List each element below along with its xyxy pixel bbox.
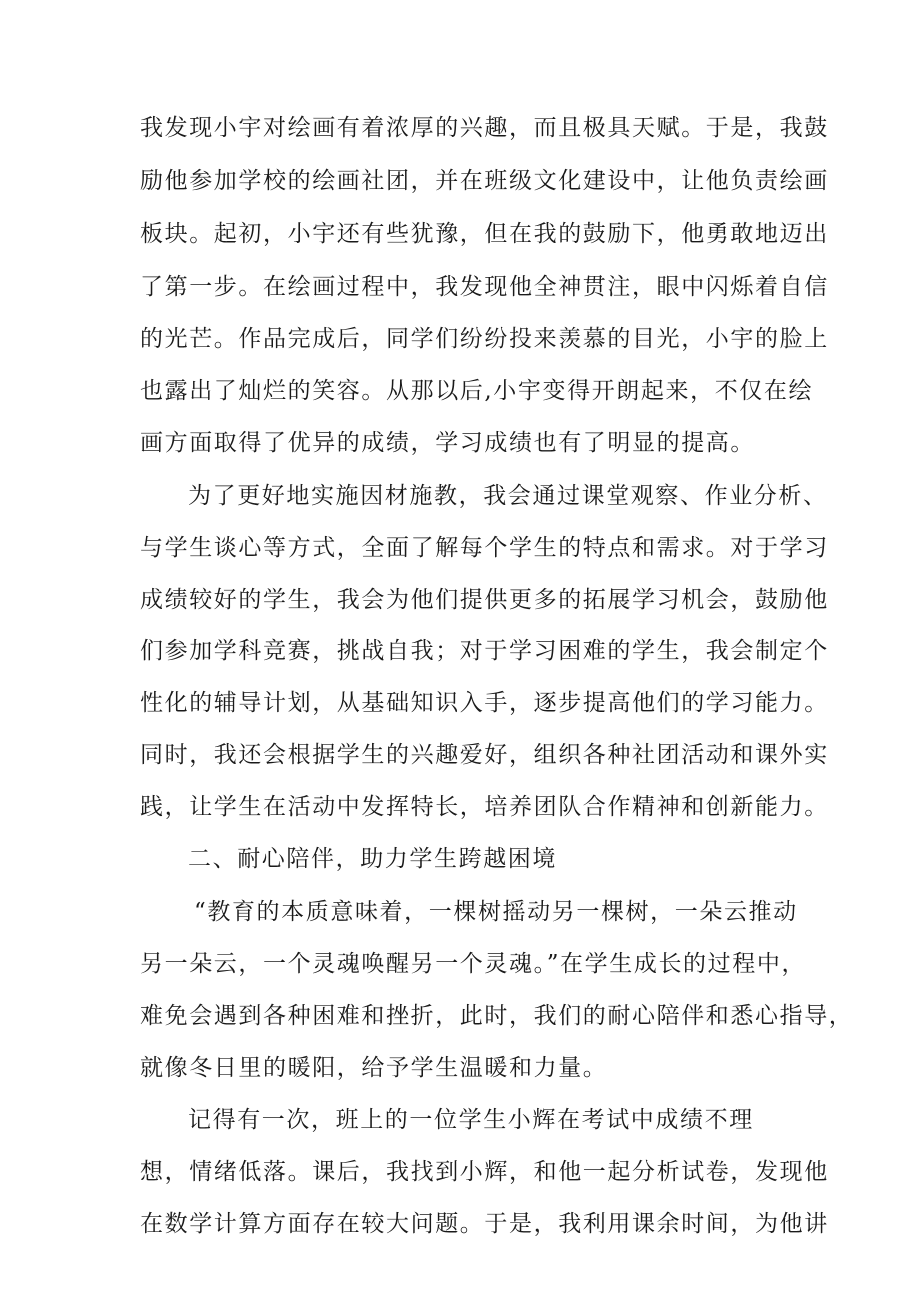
- body-text-line: 难免会遇到各种困难和挫折，此时，我们的耐心陪伴和悉心指导，: [140, 1003, 854, 1029]
- body-text-line: 画方面取得了优异的成绩，学习成绩也有了明显的提高。: [140, 430, 755, 456]
- body-text-line: 了第一步。在绘画过程中，我发现他全神贯注，眼中闪烁着自信: [140, 274, 829, 300]
- body-text-line: 性化的辅导计划，从基础知识入手，逐步提高他们的学习能力。: [140, 690, 829, 716]
- paragraph-first-line: 记得有一次，班上的一位学生小辉在考试中成绩不理: [188, 1107, 754, 1133]
- body-text-line: 在数学计算方面存在较大问题。于是，我利用课余时间，为他讲: [140, 1211, 829, 1237]
- body-text-line: 同时，我还会根据学生的兴趣爱好，组织各种社团活动和课外实: [140, 742, 829, 768]
- paragraph-first-line: 为了更好地实施因材施教，我会通过课堂观察、作业分析、: [188, 483, 828, 509]
- body-text-line: 成绩较好的学生，我会为他们提供更多的拓展学习机会，鼓励他: [140, 587, 829, 613]
- body-text-line: 们参加学科竞赛，挑战自我；对于学习困难的学生，我会制定个: [140, 638, 829, 664]
- body-text-line: 想，情绪低落。课后，我找到小辉，和他一起分析试卷，发现他: [140, 1159, 829, 1185]
- body-text-line: 另一朵云，一个灵魂唤醒另一个灵魂。”在学生成长的过程中，: [140, 951, 807, 977]
- body-text-line: 践，让学生在活动中发挥特长，培养团队合作精神和创新能力。: [140, 794, 829, 820]
- body-text-line: 也露出了灿烂的笑容。从那以后,小宇变得开朗起来，不仅在绘: [140, 378, 814, 404]
- body-text-line: 就像冬日里的暖阳，给予学生温暖和力量。: [140, 1055, 608, 1081]
- paragraph-first-line: “教育的本质意味着，一棵树摇动另一棵树，一朵云推动: [194, 899, 798, 925]
- body-text-line: 励他参加学校的绘画社团，并在班级文化建设中，让他负责绘画: [140, 168, 829, 194]
- section-heading: 二、耐心陪伴，助力学生跨越困境: [188, 846, 557, 872]
- body-text-line: 板块。起初，小宇还有些犹豫，但在我的鼓励下，他勇敢地迈出: [140, 221, 829, 247]
- body-text-line: 的光芒。作品完成后，同学们纷纷投来羡慕的目光，小宇的脸上: [140, 326, 829, 352]
- body-text-line: 我发现小宇对绘画有着浓厚的兴趣，而且极具天赋。于是，我鼓: [140, 115, 829, 141]
- body-text-line: 与学生谈心等方式，全面了解每个学生的特点和需求。对于学习: [140, 535, 829, 561]
